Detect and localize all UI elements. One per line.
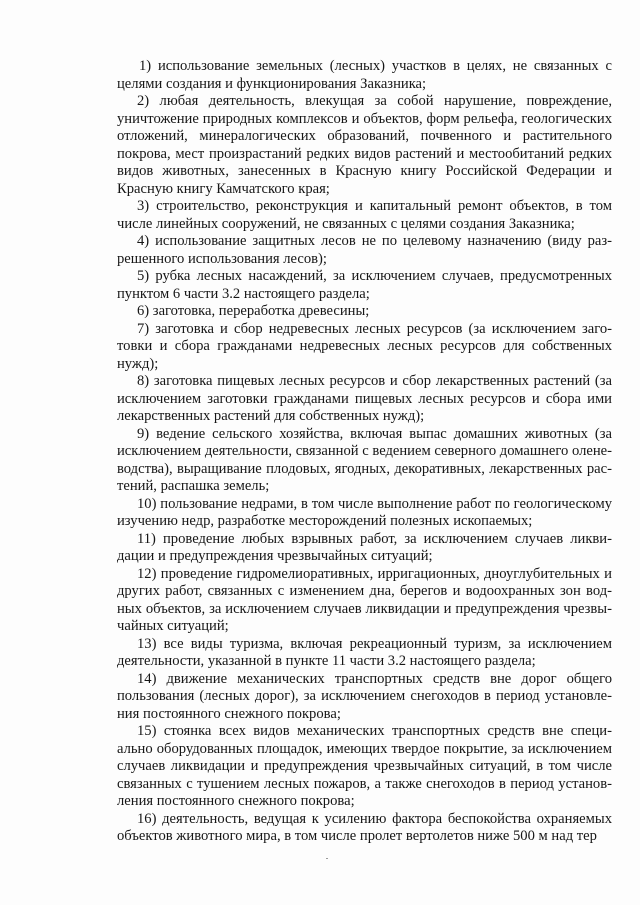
list-item-11: 11) проведение любых взрывных работ, за исключением случаев ликвидации и предупреждения чрезвычайных ситуаций; <box>117 530 612 564</box>
list-item-6: 6) заготовка, переработка древесины; <box>137 303 370 319</box>
list-item-16: 16) деятельность, ведущая к усилению фактора беспокойства охраняемых объектов животного мира, в том числе пролет вертолетов ниже 500 м над тер <box>117 810 612 844</box>
document-body <box>117 58 612 846</box>
list-item-12: 12) проведение гидромелиоративных, ирригационных, дноуглубительных и других работ, связанных с изменением дна, берегов и водоохранных зон водных объектов, за исключением случаев ликвидации и предупреждения чрезвычайных ситуаций; <box>117 565 612 634</box>
list-item-1: 1) использование земельных (лесных) участков в целях, не связанных с целями создания и функционирования Заказника; <box>117 58 612 92</box>
scan-speck <box>326 858 328 859</box>
list-item-3: 3) строительство, реконструкция и капитальный ремонт объектов, в том числе линейных сооружений, не связанных с целями создания Заказника; <box>117 198 612 232</box>
list-item-7: 7) заготовка и сбор недревесных лесных ресурсов (за исключением заготовки и сбора гражданами недревесных лесных ресурсов для собственных нужд); <box>117 320 612 372</box>
list-item-2: 2) любая деятельность, влекущая за собой нарушение, повреждение, уничтожение природных комплексов и объектов, форм рельефа, геологических отложений, минералогических образований, почвенного и растительного покрова, мест произрастаний редких видов растений и местообитаний редких видов животных, занесенных в Красную книгу Российской Федерации и Красную книгу Камчатского края; <box>117 93 612 197</box>
list-item-9: 9) ведение сельского хозяйства, включая выпас домашних животных (за исключением деятельности, связанной с ведением северного домашнего оленеводства), выращивание плодовых, ягодных, декоративных, лекарственных растений, распашка земель; <box>117 425 612 494</box>
list-item-5: 5) рубка лесных насаждений, за исключением случаев, предусмотренных пунктом 6 части 3.2 настоящего раздела; <box>117 268 612 302</box>
list-item-14: 14) движение механических транспортных средств вне дорог общего пользования (лесных дорог), за исключением снегоходов в период установления постоянного снежного покрова; <box>117 670 612 722</box>
list-item-8: 8) заготовка пищевых лесных ресурсов и сбор лекарственных растений (за исключением заготовки гражданами пищевых лесных ресурсов и сбора ими лекарственных растений для собственных нужд); <box>117 373 612 424</box>
list-item-10: 10) пользование недрами, в том числе выполнение работ по геологическому изучению недр, разработке месторождений полезных ископаемых; <box>117 495 612 529</box>
list-item-4: 4) использование защитных лесов не по целевому назначению (виду разрешенного использования лесов); <box>117 233 612 267</box>
list-item-15: 15) стоянка всех видов механических транспортных средств вне специально оборудованных площадок, имеющих твердое покрытие, за исключением случаев ликвидации и предупреждения чрезвычайных ситуаций, в том числе связанных с тушением лесных пожаров, а также снегоходов в период установления постоянного снежного покрова; <box>117 723 612 809</box>
list-item-13: 13) все виды туризма, включая рекреационный туризм, за исключением деятельности, указанной в пункте 11 части 3.2 настоящего раздела; <box>117 635 612 669</box>
